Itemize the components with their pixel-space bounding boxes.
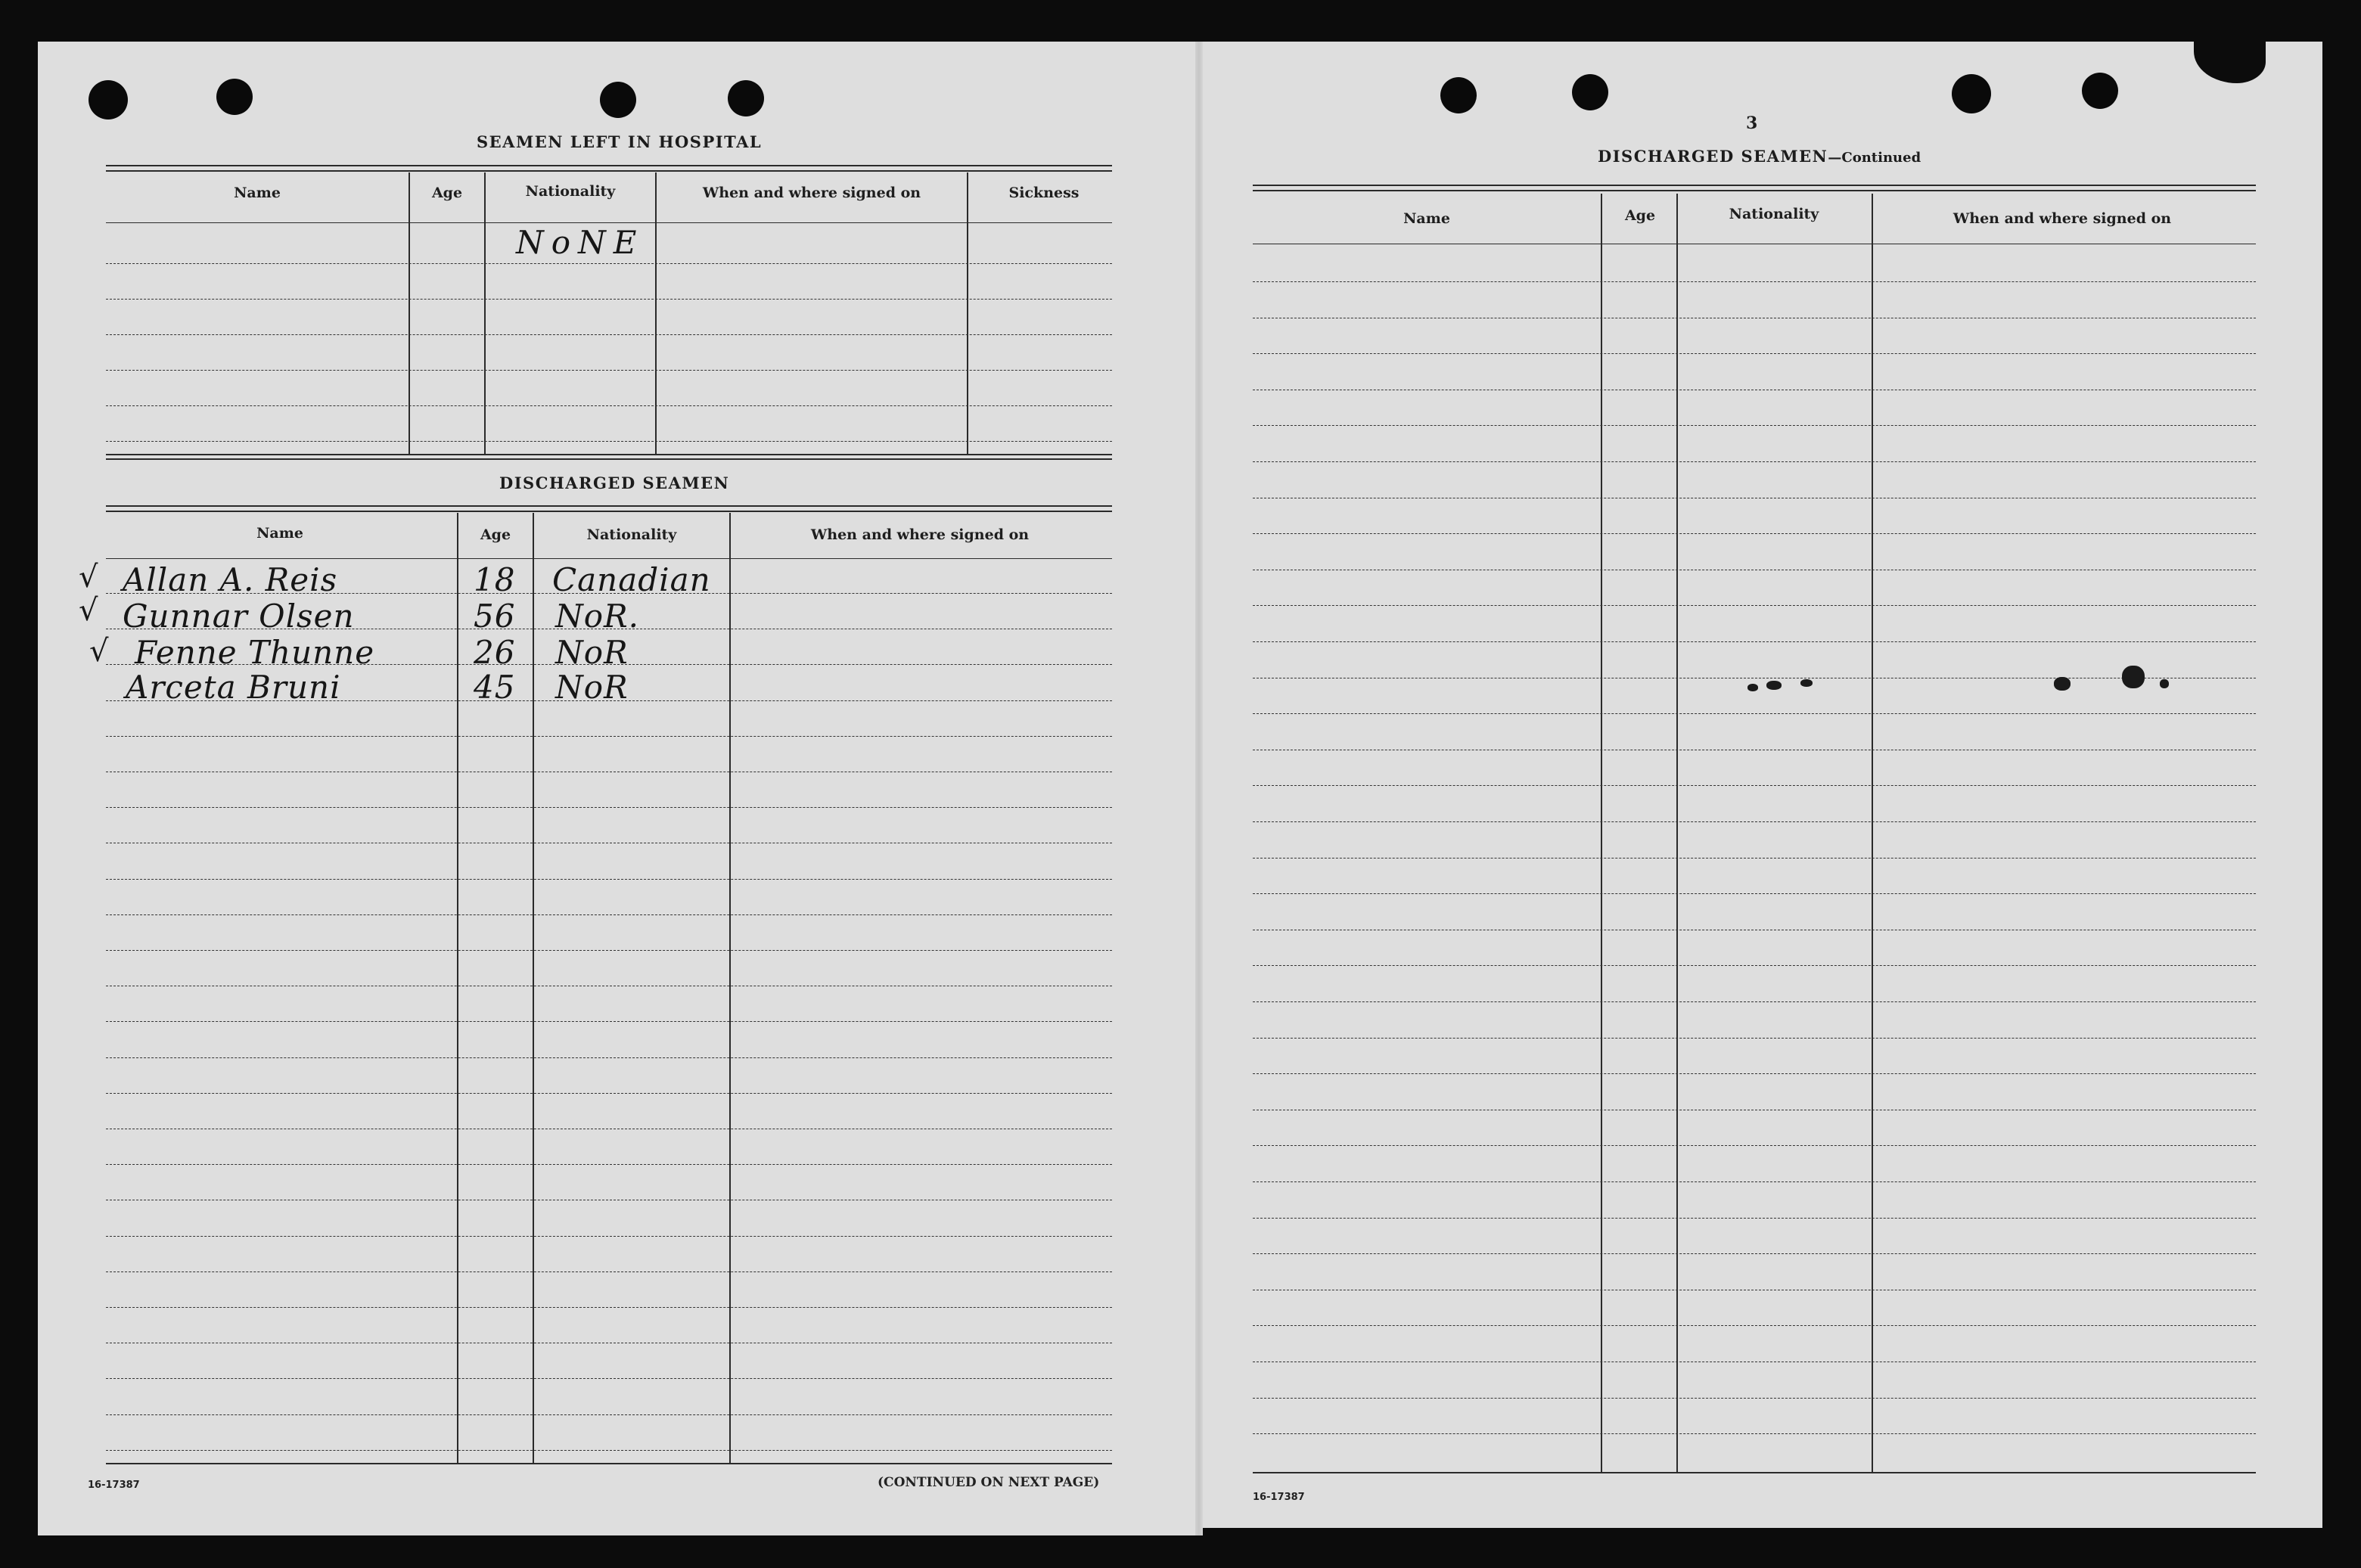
right-col-nationality: Nationality (1729, 206, 1819, 222)
right-top-rule (1253, 185, 2256, 186)
ruled-line (106, 914, 1112, 915)
ruled-line (106, 263, 1112, 264)
hospital-top-rule (106, 170, 1112, 172)
ruled-line (1253, 641, 2256, 642)
discharged-col-nationality: Nationality (586, 526, 677, 543)
ruled-line (1253, 461, 2256, 462)
page-number: 3 (1746, 113, 1758, 133)
ruled-line (106, 441, 1112, 442)
ruled-line (1253, 1145, 2256, 1146)
ruled-line (106, 1414, 1112, 1415)
right-col-signed-on: When and where signed on (1952, 210, 2172, 227)
punch-hole (2082, 73, 2118, 109)
right-top-rule (1253, 190, 2256, 191)
entry-age: 18 (474, 561, 516, 598)
ruled-line (106, 299, 1112, 300)
discharged-top-rule (106, 505, 1112, 507)
ruled-line (1253, 821, 2256, 822)
discharged-bottom-rule (106, 1463, 1112, 1464)
punch-hole (728, 80, 764, 116)
ruled-line (1253, 965, 2256, 966)
discharged-col-name: Name (256, 525, 303, 542)
entry-nationality: NoR. (555, 598, 640, 635)
right-bottom-rule (1253, 1472, 2256, 1473)
hospital-top-rule (106, 165, 1112, 166)
left-page (38, 42, 1199, 1535)
hospital-col-sickness: Sickness (1008, 185, 1080, 201)
ruled-line (1253, 713, 2256, 714)
hospital-col-age: Age (431, 185, 463, 201)
ruled-line (1253, 893, 2256, 894)
right-title-main: DISCHARGED SEAMEN (1598, 147, 1828, 166)
punch-hole (600, 82, 636, 118)
hospital-col-name: Name (234, 185, 281, 201)
entry-age: 26 (474, 634, 516, 671)
punch-hole (1440, 77, 1477, 113)
ruled-line (106, 950, 1112, 951)
ruled-line (1253, 1001, 2256, 1002)
punch-hole (89, 80, 128, 120)
ruled-line (1253, 533, 2256, 534)
ink-bleed (2122, 666, 2145, 688)
ruled-line (106, 370, 1112, 371)
entry-nationality: NoR (555, 669, 629, 706)
ruled-line (106, 334, 1112, 335)
entry-nationality: Canadian (552, 561, 711, 598)
discharged-col-divider (729, 513, 731, 1464)
hospital-col-divider (409, 172, 410, 454)
discharged-top-rule (106, 511, 1112, 512)
ruled-line (106, 807, 1112, 808)
discharged-col-divider (457, 513, 458, 1464)
center-fold (1195, 42, 1203, 1535)
ruled-line (106, 1057, 1112, 1058)
ruled-line (106, 1093, 1112, 1094)
punch-hole (1952, 74, 1991, 113)
ruled-line (106, 1164, 1112, 1165)
ruled-line (1253, 1181, 2256, 1182)
ink-bleed (1747, 684, 1758, 691)
ink-bleed (1800, 679, 1813, 687)
right-col-divider (1872, 194, 1873, 1473)
hospital-header-rule (106, 222, 1112, 223)
right-title-continued: —Continued (1828, 150, 1921, 166)
hospital-section-title: SEAMEN LEFT IN HOSPITAL (477, 132, 763, 151)
ruled-line (106, 1021, 1112, 1022)
form-number: 16-17387 (1253, 1492, 1305, 1503)
hospital-col-divider (967, 172, 968, 454)
ruled-line (1253, 785, 2256, 786)
entry-age: 56 (474, 598, 516, 635)
right-col-age: Age (1624, 207, 1656, 224)
right-col-divider (1676, 194, 1678, 1473)
discharged-section-title: DISCHARGED SEAMEN (499, 474, 730, 492)
ruled-line (106, 879, 1112, 880)
entry-nationality: NoR (555, 634, 629, 671)
hospital-bottom-rule (106, 458, 1112, 460)
hospital-col-divider (484, 172, 486, 454)
ruled-line (1253, 425, 2256, 426)
ruled-line (106, 1236, 1112, 1237)
discharged-col-signed-on: When and where signed on (810, 526, 1030, 543)
ruled-line (1253, 1433, 2256, 1434)
form-number: 16-17387 (88, 1480, 140, 1491)
ruled-line (1253, 1253, 2256, 1254)
continued-note: (CONTINUED ON NEXT PAGE) (878, 1475, 1100, 1490)
right-col-name: Name (1403, 210, 1450, 227)
ink-bleed (1766, 681, 1782, 690)
ruled-line (1253, 605, 2256, 606)
entry-age: 45 (474, 669, 516, 706)
ruled-line (1253, 281, 2256, 282)
entry-name: Allan A. Reis (123, 561, 338, 598)
hospital-col-nationality: Nationality (525, 183, 616, 200)
punch-hole (1572, 74, 1608, 110)
ruled-line (106, 405, 1112, 406)
hospital-col-divider (655, 172, 657, 454)
ruled-line (1253, 1218, 2256, 1219)
right-section-title (1598, 147, 1921, 166)
right-col-divider (1601, 194, 1602, 1473)
discharged-col-divider (533, 513, 534, 1464)
ruled-line (1253, 1073, 2256, 1074)
ruled-line (1253, 1038, 2256, 1039)
ruled-line (106, 736, 1112, 737)
ruled-line (106, 1450, 1112, 1451)
discharged-header-rule (106, 558, 1112, 559)
ruled-line (1253, 353, 2256, 354)
ruled-line (106, 1271, 1112, 1272)
ruled-line (106, 1307, 1112, 1308)
ruled-line (1253, 858, 2256, 859)
discharged-col-age: Age (480, 526, 511, 543)
ruled-line (106, 1378, 1112, 1379)
check-mark: √ (79, 593, 98, 628)
entry-name: Fenne Thunne (135, 634, 375, 671)
check-mark: √ (89, 634, 109, 669)
entry-name: Arceta Bruni (126, 669, 341, 706)
hospital-bottom-rule (106, 454, 1112, 455)
check-mark: √ (79, 560, 98, 595)
punch-hole (216, 79, 253, 115)
entry-name: Gunnar Olsen (123, 598, 355, 635)
ink-bleed (2054, 677, 2071, 691)
hospital-none-entry: NoNE (516, 224, 645, 261)
ink-bleed (2160, 679, 2169, 688)
ruled-line (1253, 1398, 2256, 1399)
hospital-col-signed-on: When and where signed on (702, 185, 921, 201)
ruled-line (1253, 1325, 2256, 1326)
